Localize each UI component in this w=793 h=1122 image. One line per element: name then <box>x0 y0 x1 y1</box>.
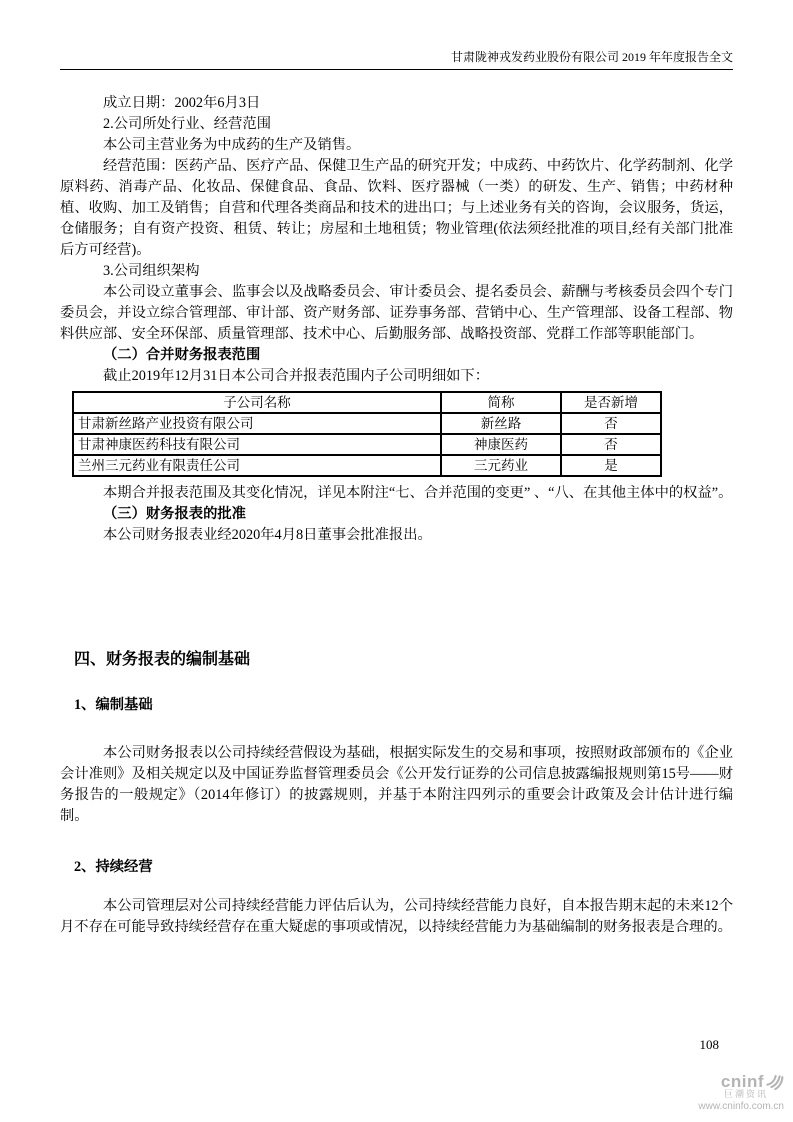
subsidiary-name-cell: 甘肃新丝路产业投资有限公司 <box>73 413 441 434</box>
col-header-short-name: 简称 <box>441 392 561 413</box>
cninfo-logo <box>698 1072 784 1113</box>
short-name-cell: 神康医药 <box>441 434 561 455</box>
main-business-text: 本公司主营业务为中成药的生产及销售。 <box>103 137 361 153</box>
cninfo-url-text: www.cninfo.com.cn <box>698 1101 784 1112</box>
col-header-newly-added: 是否新增 <box>561 392 661 413</box>
cninfo-subtitle-text: 巨潮资讯 <box>723 1089 768 1099</box>
page-content <box>60 70 733 938</box>
table-row <box>73 413 661 434</box>
consolidation-note-text: 本期合并报表范围及其变化情况，详见本附注“七、合并范围的变更” 、“八、在其他主体中的权益”。 <box>103 485 733 501</box>
establish-date: 成立日期：2002年6月3日 <box>103 95 261 111</box>
subsidiaries-table <box>72 391 662 477</box>
basis-text: 本公司财务报表以公司持续经营假设为基础，根据实际发生的交易和事项，按照财政部颁布的《企业会计准则》及相关规定以及中国证券监督管理委员会《公开发行证券的公司信息披露编报规则第15号——财务报告的一般规定》（2014年修订）的披露规则，并基于本附注四列示的重要会计政策及会计估计进行编制。 <box>60 745 733 824</box>
industry-scope-heading: 2.公司所处行业、经营范围 <box>103 116 271 132</box>
table-row <box>73 434 661 455</box>
page-number: 108 <box>699 1037 719 1052</box>
consolidation-intro-text: 截止2019年12月31日本公司合并报表范围内子公司明细如下： <box>103 368 490 384</box>
going-concern-heading: 2、持续经营 <box>74 859 153 875</box>
table-header-row <box>73 392 661 413</box>
table-row <box>73 455 661 476</box>
report-title: 甘肃陇神戎发药业股份有限公司 2019 年年度报告全文 <box>450 50 733 64</box>
approval-text: 本公司财务报表业经2020年4月8日董事会批准报出。 <box>103 527 432 543</box>
short-name-cell: 新丝路 <box>441 413 561 434</box>
col-header-subsidiary-name: 子公司名称 <box>73 392 441 413</box>
subsidiary-name-cell: 兰州三元药业有限责任公司 <box>73 455 441 476</box>
newly-added-cell: 否 <box>561 434 661 455</box>
going-concern-text: 本公司管理层对公司持续经营能力评估后认为，公司持续经营能力良好，自本报告期末起的未来12个月不存在可能导致持续经营存在重大疑虑的事项或情况，以持续经营能力为基础编制的财务报表是合理的。 <box>60 898 733 935</box>
page-header <box>60 0 733 70</box>
cninfo-brand-text: cninf <box>720 1071 764 1091</box>
short-name-cell: 三元药业 <box>441 455 561 476</box>
newly-added-cell: 是 <box>561 455 661 476</box>
org-structure-heading: 3.公司组织架构 <box>103 263 200 279</box>
section4-heading: 四、财务报表的编制基础 <box>74 651 251 668</box>
subsidiary-name-cell: 甘肃神康医药科技有限公司 <box>73 434 441 455</box>
consolidation-scope-heading: （二）合并财务报表范围 <box>103 347 261 363</box>
newly-added-cell: 否 <box>561 413 661 434</box>
business-scope-text: 经营范围：医药产品、医疗产品、保健卫生产品的研究开发；中成药、中药饮片、化学药制剂、化学原料药、消毒产品、化妆品、保健食品、食品、饮料、医疗器械（一类）的研发、生产、销售；中药材种植、收购、加工及销售；自营和代理各类商品和技术的进出口；与上述业务有关的咨询，会议服务，货运，仓储服务；自有资产投资、租赁、转让；房屋和土地租赁；物业管理(依法须经批准的项目,经有关部门批准后方可经营)。 <box>60 158 733 258</box>
approval-heading: （三）财务报表的批准 <box>103 506 246 522</box>
basis-heading: 1、编制基础 <box>74 697 153 713</box>
org-structure-text: 本公司设立董事会、监事会以及战略委员会、审计委员会、提名委员会、薪酬与考核委员会四个专门委员会，并设立综合管理部、审计部、资产财务部、证券事务部、营销中心、生产管理部、设备工程部、物料供应部、安全环保部、质量管理部、技术中心、后勤服务部、战略投资部、党群工作部等职能部门。 <box>60 284 733 342</box>
